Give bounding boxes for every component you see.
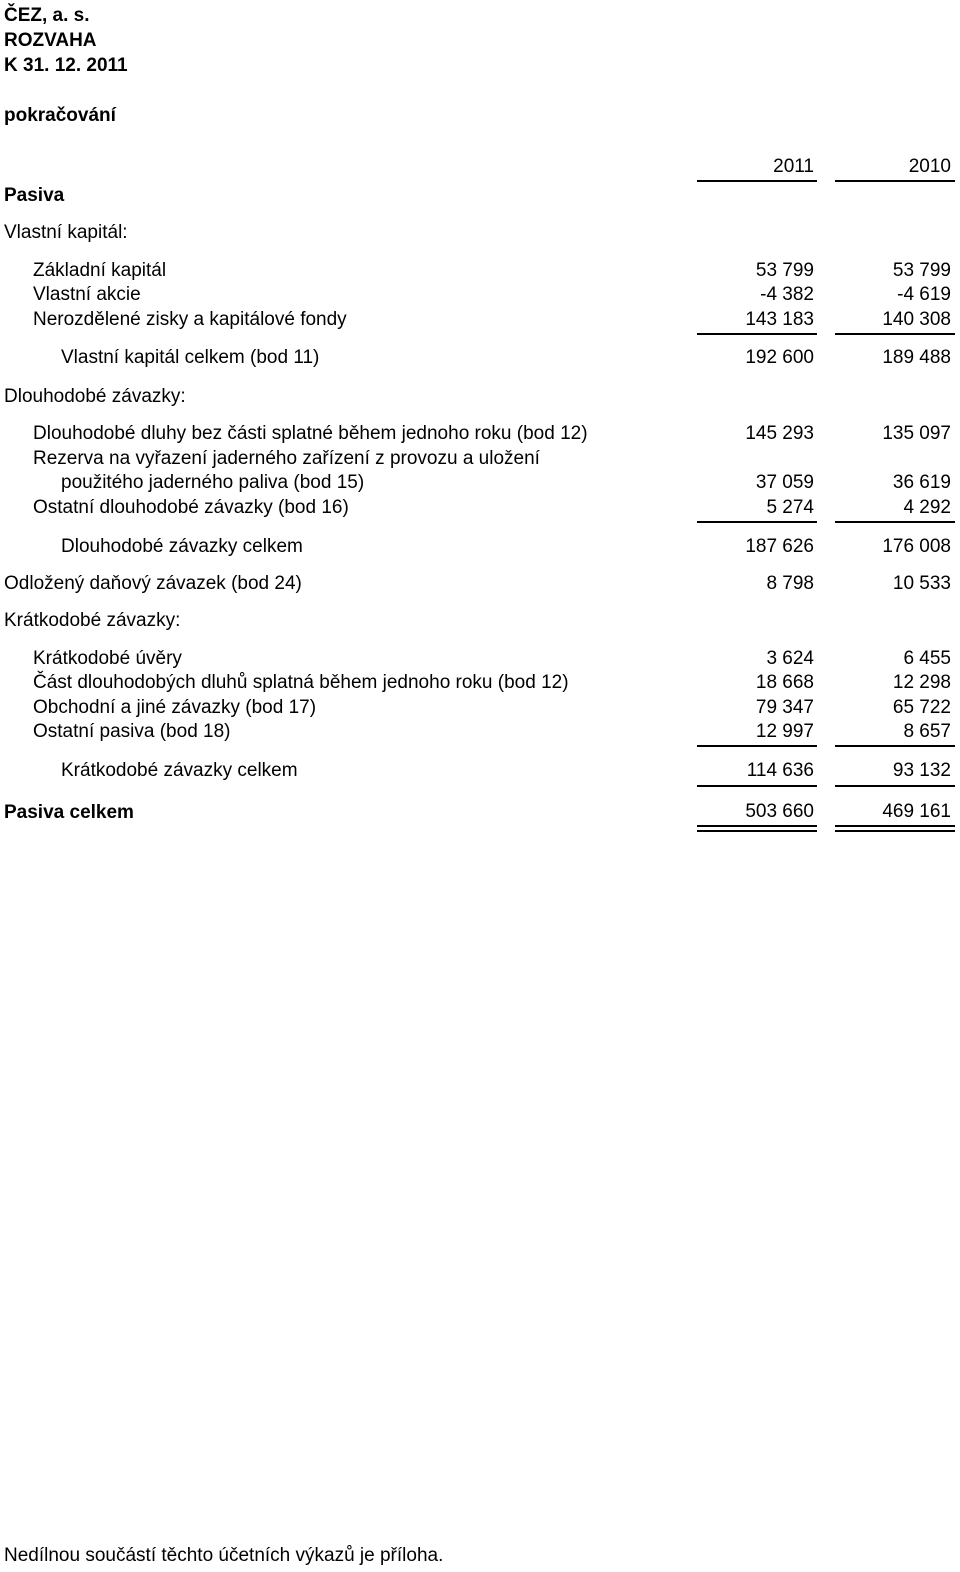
row-value-2010: 140 308 [882, 309, 951, 330]
short-term-heading: Krátkodobé závazky: [4, 610, 181, 631]
row-value-2011: 143 183 [745, 309, 814, 330]
equity-total-label: Vlastní kapitál celkem (bod 11) [61, 347, 320, 368]
subtotal-line [697, 521, 817, 523]
row-label: Ostatní pasiva (bod 18) [33, 721, 231, 742]
row-label: Krátkodobé úvěry [33, 648, 182, 669]
row-label: Obchodní a jiné závazky (bod 17) [33, 697, 317, 718]
row-value-2010: 135 097 [882, 423, 951, 444]
row-value-2010: 8 657 [903, 721, 951, 742]
continuation-label: pokračování [4, 105, 116, 126]
grand-total-2010: 469 161 [882, 801, 951, 822]
deferred-tax-2011: 8 798 [766, 573, 814, 594]
row-value-2010: 12 298 [892, 672, 951, 693]
column-header-2010: 2010 [908, 156, 951, 177]
statement-date: K 31. 12. 2011 [4, 55, 128, 76]
subtotal-line [835, 745, 955, 747]
subtotal-line [697, 785, 817, 787]
row-value-2010: 4 292 [903, 497, 951, 518]
column-header-2011: 2011 [773, 156, 814, 177]
row-value-2011: 37 059 [755, 472, 814, 493]
equity-total-2011: 192 600 [745, 347, 814, 368]
row-label: Rezerva na vyřazení jaderného zařízení z provozu a uložení [33, 448, 540, 469]
double-underline [835, 830, 955, 832]
column-header-underline [835, 180, 955, 182]
grand-total-label: Pasiva celkem [4, 802, 134, 823]
equity-total-2010: 189 488 [882, 347, 951, 368]
row-value-2011: 79 347 [755, 697, 814, 718]
row-value-2010: -4 619 [897, 284, 951, 305]
grand-total-2011: 503 660 [745, 801, 814, 822]
row-value-2011: 3 624 [766, 648, 814, 669]
subtotal-line [697, 333, 817, 335]
subtotal-line [697, 745, 817, 747]
equity-heading: Vlastní kapitál: [4, 222, 128, 243]
row-value-2010: 36 619 [892, 472, 951, 493]
long-term-total-2010: 176 008 [882, 536, 951, 557]
row-label: Nerozdělené zisky a kapitálové fondy [33, 309, 347, 330]
row-value-2010: 6 455 [903, 648, 951, 669]
double-underline [697, 825, 817, 827]
column-header-underline [697, 180, 817, 182]
row-label-continued: použitého jaderného paliva (bod 15) [61, 472, 365, 493]
deferred-tax-2010: 10 533 [892, 573, 951, 594]
subtotal-line [835, 333, 955, 335]
row-value-2011: 12 997 [755, 721, 814, 742]
row-value-2011: 53 799 [755, 260, 814, 281]
double-underline [697, 830, 817, 832]
row-label: Část dlouhodobých dluhů splatná během jednoho roku (bod 12) [33, 672, 569, 693]
row-value-2011: -4 382 [760, 284, 814, 305]
section-title: Pasiva [4, 185, 65, 206]
row-value-2011: 145 293 [745, 423, 814, 444]
deferred-tax-label: Odložený daňový závazek (bod 24) [4, 573, 302, 594]
row-value-2010: 53 799 [892, 260, 951, 281]
row-value-2010: 65 722 [892, 697, 951, 718]
long-term-total-label: Dlouhodobé závazky celkem [61, 536, 303, 557]
long-term-heading: Dlouhodobé závazky: [4, 386, 186, 407]
subtotal-line [835, 521, 955, 523]
row-value-2011: 18 668 [755, 672, 814, 693]
subtotal-line [835, 785, 955, 787]
short-term-total-2010: 93 132 [892, 760, 951, 781]
short-term-total-2011: 114 636 [746, 760, 814, 781]
row-value-2011: 5 274 [766, 497, 814, 518]
long-term-total-2011: 187 626 [745, 536, 814, 557]
double-underline [835, 825, 955, 827]
row-label: Ostatní dlouhodobé závazky (bod 16) [33, 497, 349, 518]
footer-note: Nedílnou součástí těchto účetních výkazů je příloha. [4, 1545, 444, 1566]
company-name: ČEZ, a. s. [4, 5, 90, 26]
row-label: Dlouhodobé dluhy bez části splatné během jednoho roku (bod 12) [33, 423, 588, 444]
short-term-total-label: Krátkodobé závazky celkem [61, 760, 298, 781]
statement-title: ROZVAHA [4, 30, 97, 51]
row-label: Vlastní akcie [33, 284, 141, 305]
row-label: Základní kapitál [33, 260, 167, 281]
